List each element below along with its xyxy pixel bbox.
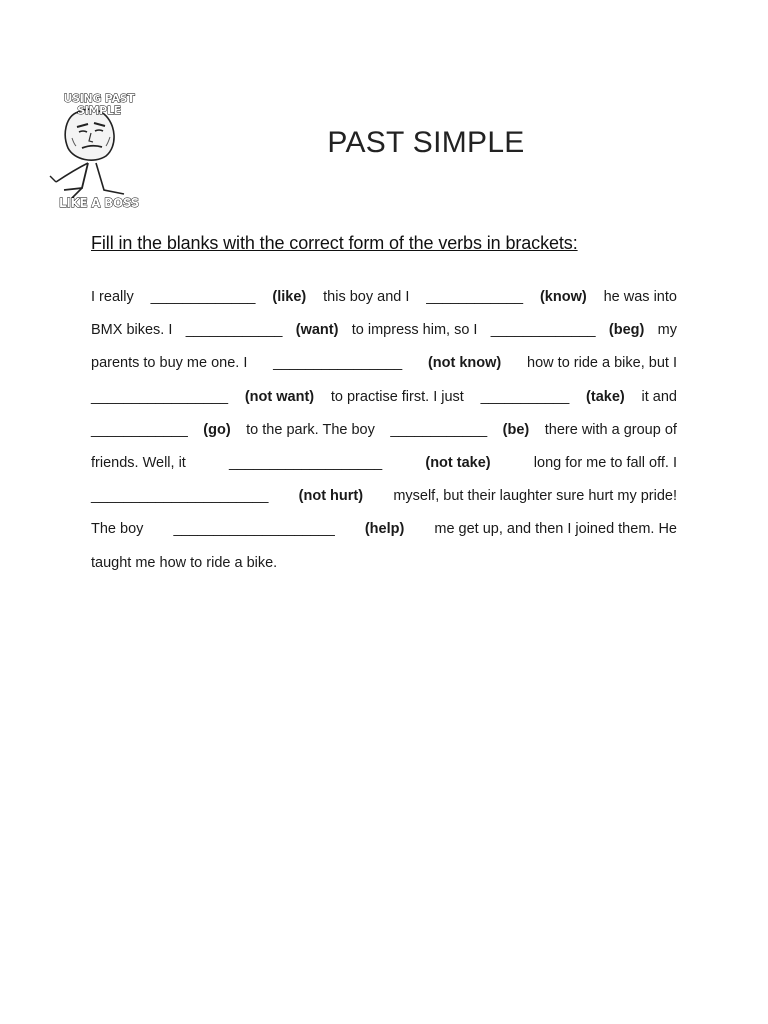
- answer-blank: ______________________: [91, 488, 269, 505]
- exercise-line: [91, 314, 677, 347]
- verb-prompt: (not want): [244, 388, 315, 405]
- exercise-text: BMX bikes. I: [91, 322, 173, 339]
- exercise-paragraph: [91, 281, 677, 580]
- exercise-line: [91, 381, 677, 414]
- meme-bottom-caption: LIKE A BOSS: [58, 196, 140, 210]
- exercise-line: [91, 547, 677, 580]
- answer-blank: ____________: [426, 289, 524, 305]
- verb-prompt: (want): [295, 322, 339, 339]
- verb-prompt: (know): [539, 289, 587, 305]
- exercise-text: to the park. The boy: [246, 421, 375, 438]
- meme-top-caption: USING PAST SIMPLE: [63, 92, 135, 117]
- exercise-text: it and: [641, 388, 677, 405]
- exercise-line: [91, 447, 677, 480]
- exercise-text: how to ride a bike, but I: [527, 355, 677, 372]
- verb-prompt: (be): [502, 421, 530, 438]
- exercise-text: to practise first. I just: [330, 388, 464, 405]
- verb-prompt: (beg): [608, 322, 645, 339]
- verb-prompt: (not know): [427, 355, 502, 372]
- exercise-line: [91, 513, 677, 546]
- verb-prompt: (not take): [425, 454, 491, 471]
- exercise-text: taught me how to ride a bike.: [91, 554, 278, 571]
- exercise-text: me get up, and then I joined them. He: [434, 521, 677, 538]
- page-title: PAST SIMPLE: [327, 126, 525, 159]
- exercise-text: I really: [91, 289, 134, 305]
- verb-prompt: (not hurt): [298, 488, 364, 505]
- answer-blank: ____________: [390, 421, 488, 438]
- exercise-line: [91, 281, 677, 314]
- exercise-text: long for me to fall off. I: [533, 454, 677, 471]
- answer-blank: _____________: [150, 289, 256, 305]
- verb-prompt: (go): [203, 421, 231, 438]
- answer-blank: ___________: [480, 388, 570, 405]
- exercise-line: [91, 414, 677, 447]
- exercise-text: there with a group of: [544, 421, 677, 438]
- exercise-text: he was into: [603, 289, 677, 305]
- exercise-text: my: [657, 322, 677, 339]
- verb-prompt: (like): [272, 289, 307, 305]
- verb-prompt: (take): [586, 388, 625, 405]
- verb-prompt: (help): [364, 521, 405, 538]
- exercise-text: myself, but their laughter sure hurt my pride!: [393, 488, 677, 505]
- answer-blank: ___________________: [228, 454, 383, 471]
- answer-blank: ____________: [185, 322, 283, 339]
- answer-blank: _____________: [490, 322, 596, 339]
- exercise-text: to impress him, so I: [351, 322, 478, 339]
- instruction-heading: Fill in the blanks with the correct form of the verbs in brackets:: [91, 233, 578, 253]
- exercise-line: [91, 347, 677, 380]
- exercise-text: friends. Well, it: [91, 454, 186, 471]
- answer-blank: ________________: [273, 355, 403, 372]
- exercise-text: parents to buy me one. I: [91, 355, 248, 372]
- answer-blank: _________________: [91, 388, 229, 405]
- answer-blank: ____________________: [173, 521, 335, 538]
- exercise-text: this boy and I: [323, 289, 410, 305]
- exercise-line: [91, 480, 677, 513]
- answer-blank: ____________: [91, 421, 188, 438]
- exercise-text: The boy: [91, 521, 144, 538]
